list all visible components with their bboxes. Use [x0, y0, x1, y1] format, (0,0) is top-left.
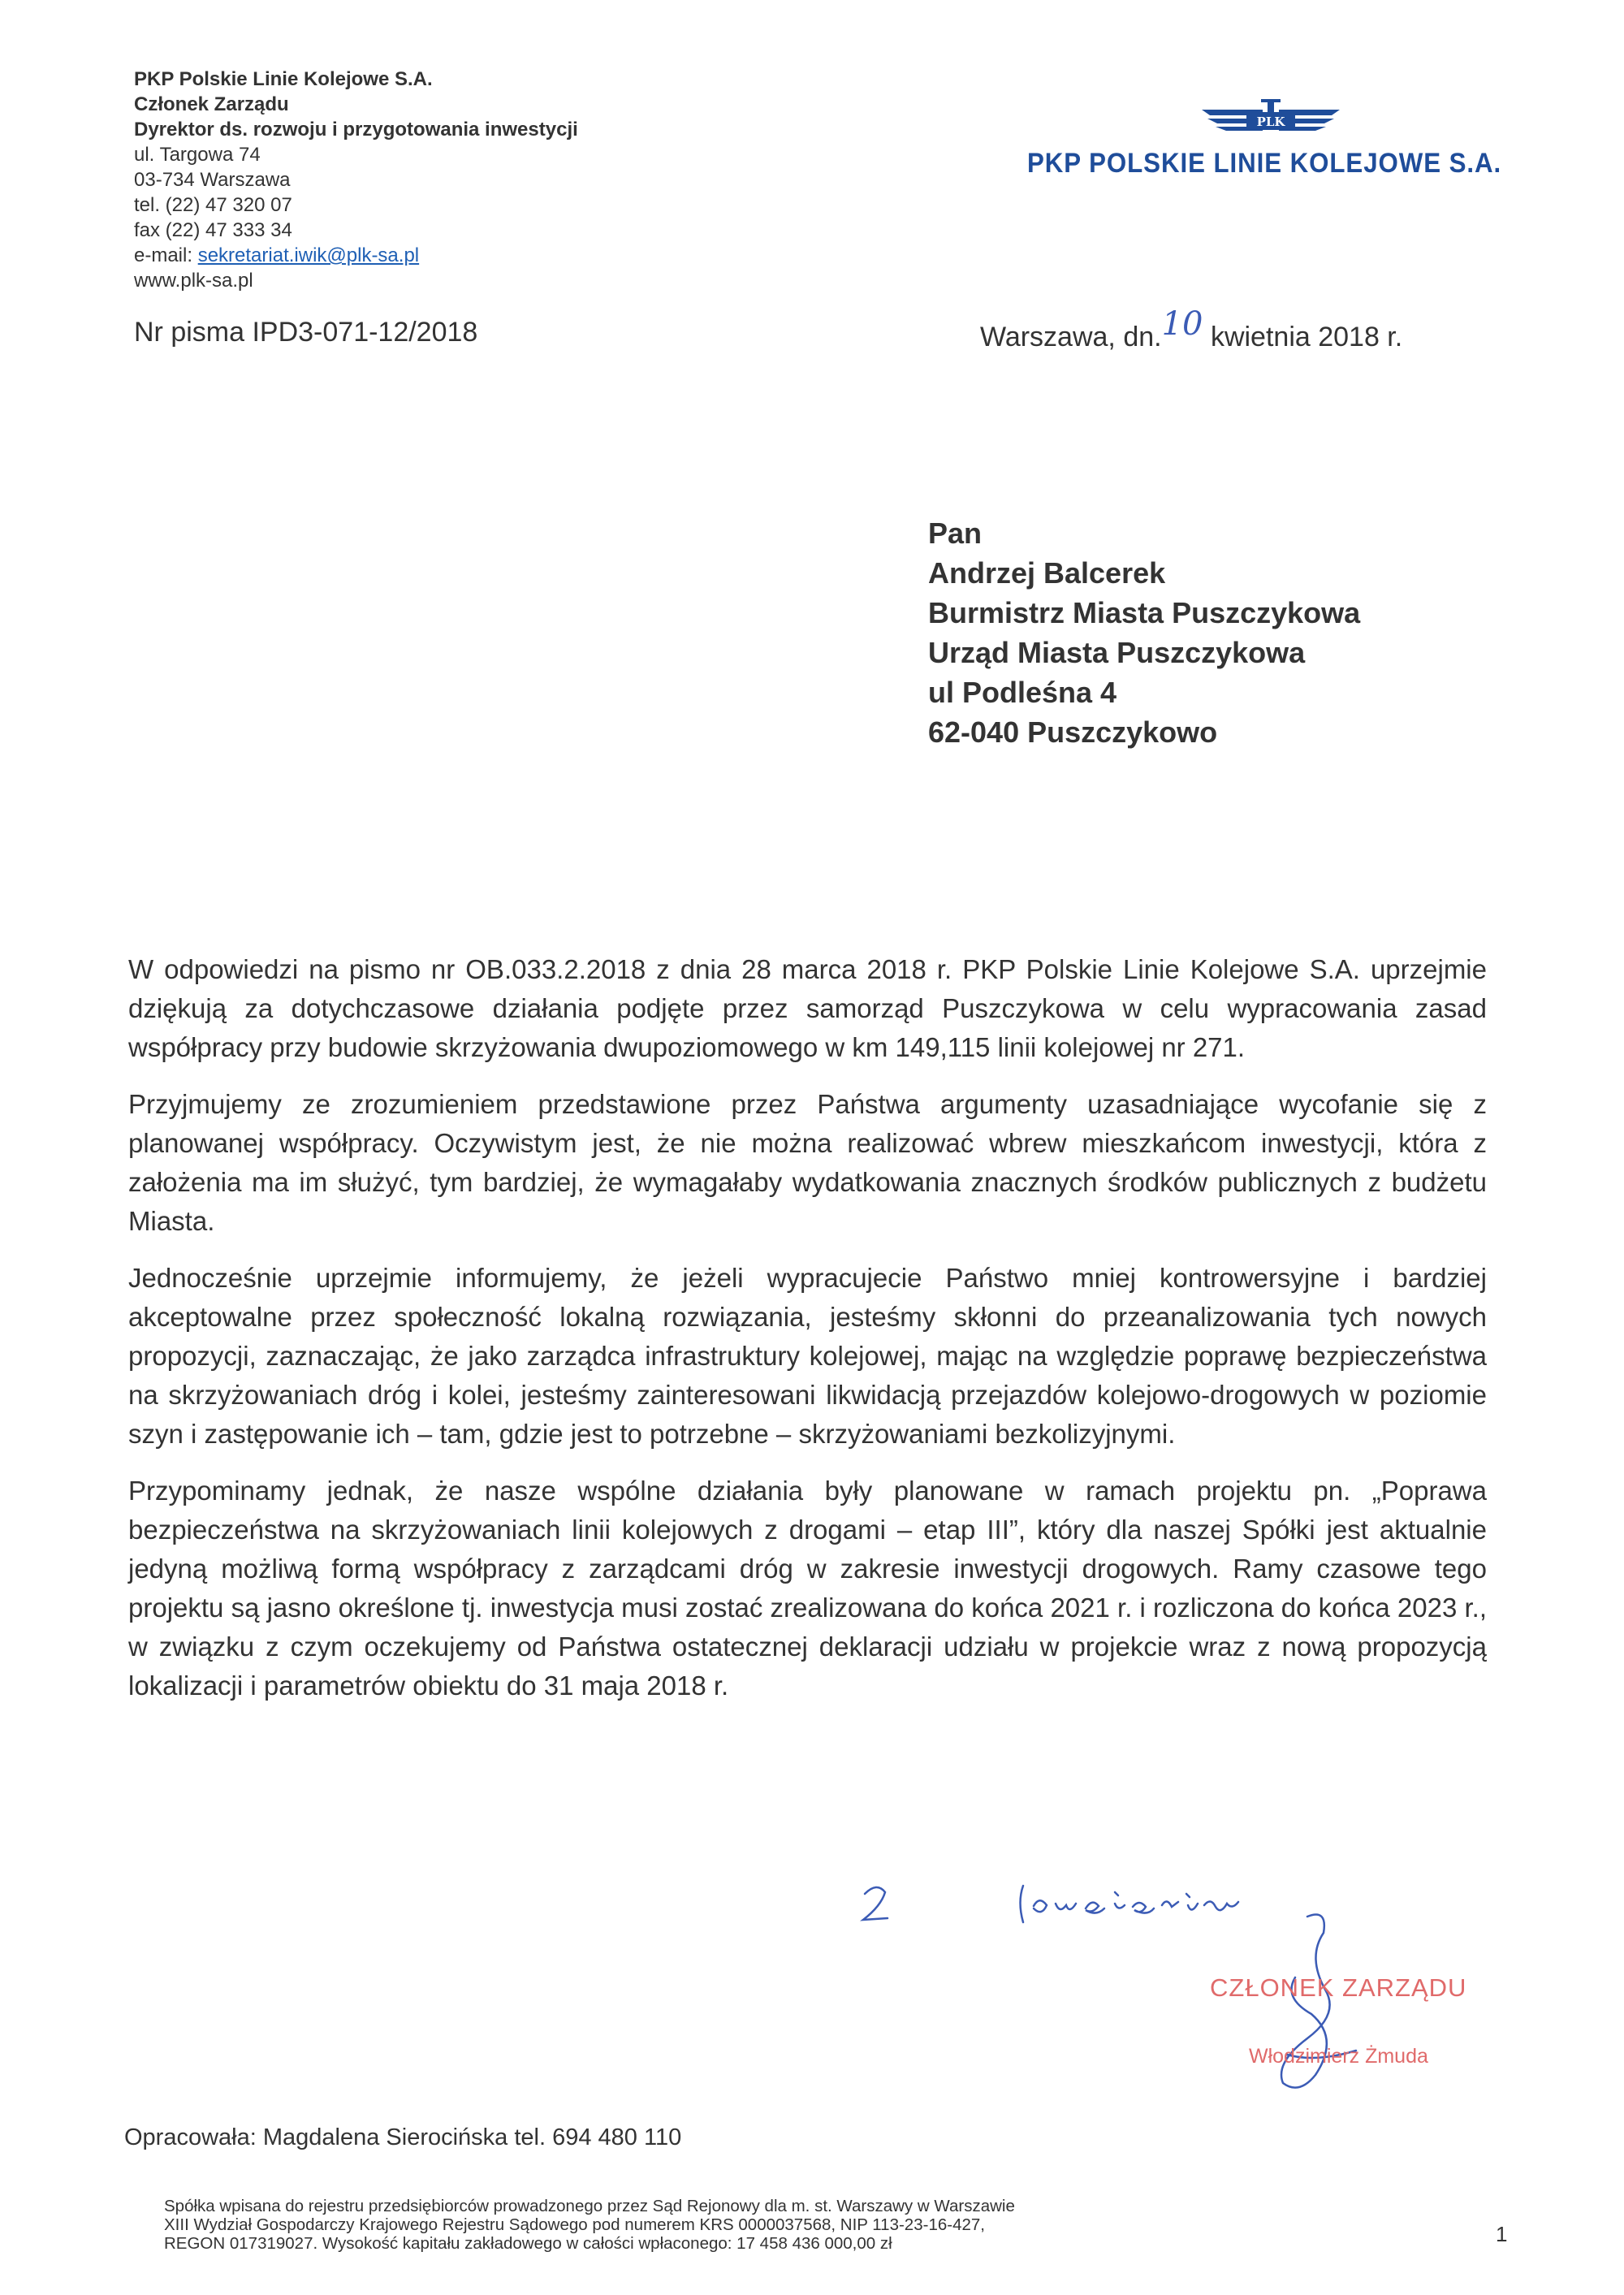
sender-postal-city: 03-734 Warszawa: [134, 169, 291, 191]
sender-fax: fax (22) 47 333 34: [134, 219, 292, 241]
sender-phone: tel. (22) 47 320 07: [134, 194, 292, 216]
recipient-line: Urząd Miasta Puszczykowa: [928, 636, 1306, 669]
footer-line: XIII Wydział Gospodarczy Krajowego Rejestru Sądowego pod numerem KRS 0000037568, NIP 113-23-16-427,: [164, 2215, 985, 2234]
logo-company-name: PKP POLSKIE LINIE KOLEJOWE S.A.: [1027, 148, 1502, 179]
recipient-line: 62-040 Puszczykowo: [928, 715, 1218, 749]
sender-block: [134, 67, 719, 293]
footer-line: REGON 017319027. Wysokość kapitału zakładowego w całości wpłaconego: 17 458 436 000,00 zł: [164, 2234, 892, 2253]
page-number: 1: [1496, 2222, 1508, 2246]
sender-role: Członek Zarządu: [134, 93, 289, 115]
body-paragraph: W odpowiedzi na pismo nr OB.033.2.2018 z dnia 28 marca 2018 r. PKP Polskie Linie Kolejowe S.A. uprzejmie dziękują za dotychczasowe działania podjęte przez samorząd Puszczykowa w celu wypracowania zasad współpracy przy budowie skrzyżowania dwupoziomowego w km 149,115 linii kolejowej nr 271.: [128, 954, 1487, 1062]
recipient-block: [928, 513, 1360, 752]
stamp-title: CZŁONEK ZARZĄDU: [1210, 1973, 1467, 2002]
signature-scribble: [1186, 1900, 1494, 2111]
body-paragraph: Przyjmujemy ze zrozumieniem przedstawione przez Państwa argumenty uzasadniające wycofanie się z planowanej współpracy. Oczywistym jest, że nie można realizować wbrew mieszkańcom inwestycji, która z założenia ma im służyć, tym bardziej, że wymagałaby wydatkowania znacznych środków publicznych z budżetu Miasta.: [128, 1089, 1487, 1236]
sender-company: PKP Polskie Linie Kolejowe S.A.: [134, 68, 433, 90]
recipient-line: Andrzej Balcerek: [928, 556, 1166, 590]
date-day-handwritten: 10: [1161, 305, 1203, 343]
date-suffix: kwietnia 2018 r.: [1203, 322, 1403, 352]
sender-website: www.plk-sa.pl: [134, 270, 253, 292]
sender-email-line: [134, 243, 719, 268]
prepared-by: Opracowała: Magdalena Sierocińska tel. 694 480 110: [124, 2124, 682, 2150]
sender-street: ul. Targowa 74: [134, 144, 261, 166]
letter-reference: Nr pisma IPD3-071-12/2018: [134, 317, 478, 348]
sender-position: Dyrektor ds. rozwoju i przygotowania inwestycji: [134, 119, 578, 140]
letter-date: [980, 305, 1403, 354]
sender-email-label: e-mail:: [134, 244, 198, 266]
recipient-line: ul Podleśna 4: [928, 676, 1117, 709]
date-prefix: Warszawa, dn.: [980, 322, 1162, 352]
winged-emblem-icon: [1027, 97, 1514, 146]
emblem-text: PLK: [1256, 115, 1285, 129]
body-paragraph: Jednocześnie uprzejmie informujemy, że jeżeli wypracujecie Państwo mniej kontrowersyjne i bardziej akceptowalne przez społeczność lokalną rozwiązania, jesteśmy skłonni do przeanalizowania tych nowych propozycji, zaznaczając, że jako zarządca infrastruktury kolejowej, mając na względzie poprawę bezpieczeństwa na skrzyżowaniach dróg i kolei, jesteśmy zainteresowani likwidacją przejazdów kolejowo-drogowych w poziomie szyn i zastępowanie ich – tam, gdzie jest to potrzebne – skrzyżowaniami bezkolizyjnymi.: [128, 1263, 1487, 1449]
sender-email-link[interactable]: sekretariat.iwik@plk-sa.pl: [197, 244, 420, 266]
company-logo: [1027, 97, 1514, 187]
recipient-line: Pan: [928, 516, 983, 550]
recipient-line: Burmistrz Miasta Puszczykowa: [928, 596, 1361, 629]
body-paragraph: Przypominamy jednak, że nasze wspólne działania były planowane w ramach projektu pn. „Poprawa bezpieczeństwa na skrzyżowaniach linii kolejowych z drogami – etap III”, który dla naszej Spółki jest aktualnie jedyną możliwą formą współpracy z zarządcami dróg w zakresie inwestycji drogowych. Ramy czasowe tego projektu są jasno określone tj. inwestycja musi zostać zrealizowana do końca 2021 r. i rozliczona do końca 2023 r., w związku z czym oczekujemy od Państwa ostatecznej deklaracji udziału w projekcie wraz z nową propozycją lokalizacji i parametrów obiektu do 31 maja 2018 r.: [128, 1476, 1487, 1701]
stamp-name: Włodzimierz Żmuda: [1249, 2045, 1428, 2068]
company-footer: [164, 2197, 1220, 2253]
letter-body: [128, 950, 1487, 1723]
footer-line: Spółka wpisana do rejestru przedsiębiorców prowadzonego przez Sąd Rejonowy dla m. st. Warszawy w Warszawie: [164, 2197, 1015, 2215]
